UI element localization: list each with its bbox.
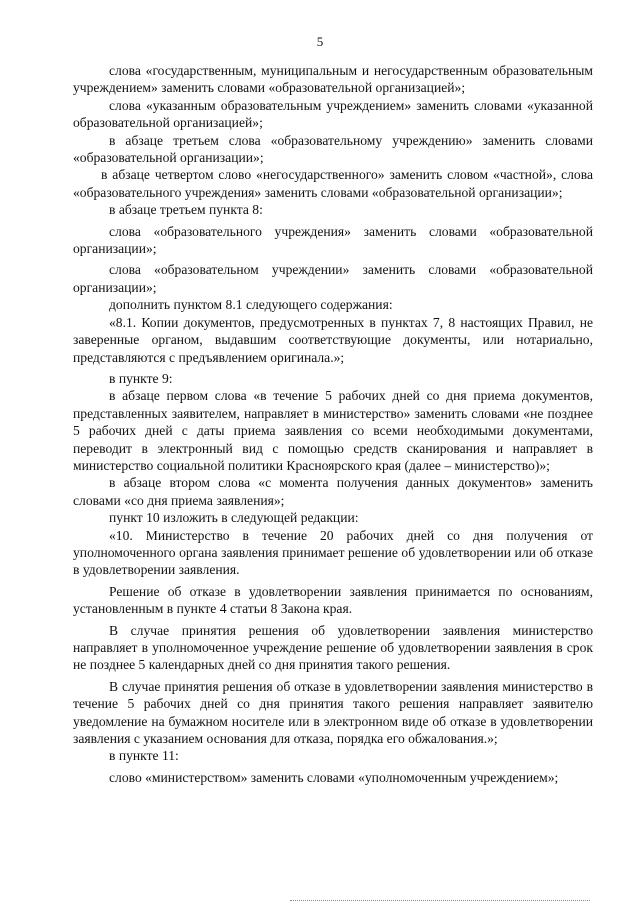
paragraph: в пункте 9:	[109, 370, 173, 386]
paragraph: в абзаце третьем пункта 8:	[109, 202, 263, 218]
document-body	[73, 62, 593, 786]
quoted-paragraph: В случае принятия решения об отказе в удовлетворении заявления министерство в течение 5 рабочих дней со дня принятия такого решения направляет заявителю уведомление на бумажном носителе или в электронном виде об отказе в удовлетворении заявления с указанием основания для отказа, порядка его обжалования.»;	[73, 678, 593, 747]
paragraph: слова «образовательном учреждении» заменить словами «образовательной организации»;	[73, 262, 593, 295]
paragraph: слова «указанным образовательным учреждением» заменить словами «указанной образовательной организацией»;	[73, 97, 593, 131]
paragraph: слова «государственным, муниципальным и негосударственным образовательным учреждением» заменить словами «образовательной организацией»;	[73, 63, 593, 96]
paragraph: пункт 10 изложить в следующей редакции:	[109, 510, 359, 526]
paragraph: в абзаце втором слова «с момента получения данных документов» заменить словами «со дня приема заявления»;	[73, 475, 593, 508]
paragraph: в абзаце третьем слова «образовательному учреждению» заменить словами «образовательной организации»;	[73, 132, 593, 166]
quoted-paragraph: В случае принятия решения об удовлетворении заявления министерство направляет в уполномоченное учреждение решение об удовлетворении заявления в срок не позднее 5 календарных дней со дня принятия такого решения.	[73, 622, 593, 673]
paragraph: в пункте 11:	[109, 748, 179, 764]
quoted-paragraph: «8.1. Копии документов, предусмотренных в пунктах 7, 8 настоящих Правил, не заверенные органом, выдавшим соответствующие документы, или нотариально, представляются с предъявлением оригинала.»;	[73, 314, 593, 365]
paragraph: слово «министерством» заменить словами «уполномоченным учреждением»;	[109, 769, 559, 785]
paragraph: слова «образовательного учреждения» заменить словами «образовательной организации»;	[73, 223, 593, 257]
bottom-divider	[290, 900, 590, 902]
paragraph: дополнить пунктом 8.1 следующего содержания:	[109, 297, 393, 313]
page-number: 5	[316, 34, 324, 49]
quoted-paragraph: Решение об отказе в удовлетворении заявления принимается по основаниям, установленным в пункте 4 статьи 8 Закона края.	[73, 583, 593, 617]
paragraph: в абзаце первом слова «в течение 5 рабочих дней со дня приема документов, представленных заявителем, направляет в министерство» заменить словами «не позднее 5 рабочих дней с даты приема заявления со всеми необходимыми документами, переводит в электронный вид с помощью средств сканирования и направляет в министерство социальной политики Красноярского края (далее – министерство)»;	[73, 388, 593, 473]
quoted-paragraph: «10. Министерство в течение 20 рабочих дней со дня получения от уполномоченного органа заявления принимает решение об удовлетворении или об отказе в удовлетворении заявления.	[73, 527, 593, 578]
paragraph: в абзаце четвертом слово «негосударственного» заменить словом «частной», слова «образовательного учреждения» заменить словами «образовательной организации»;	[73, 167, 593, 200]
